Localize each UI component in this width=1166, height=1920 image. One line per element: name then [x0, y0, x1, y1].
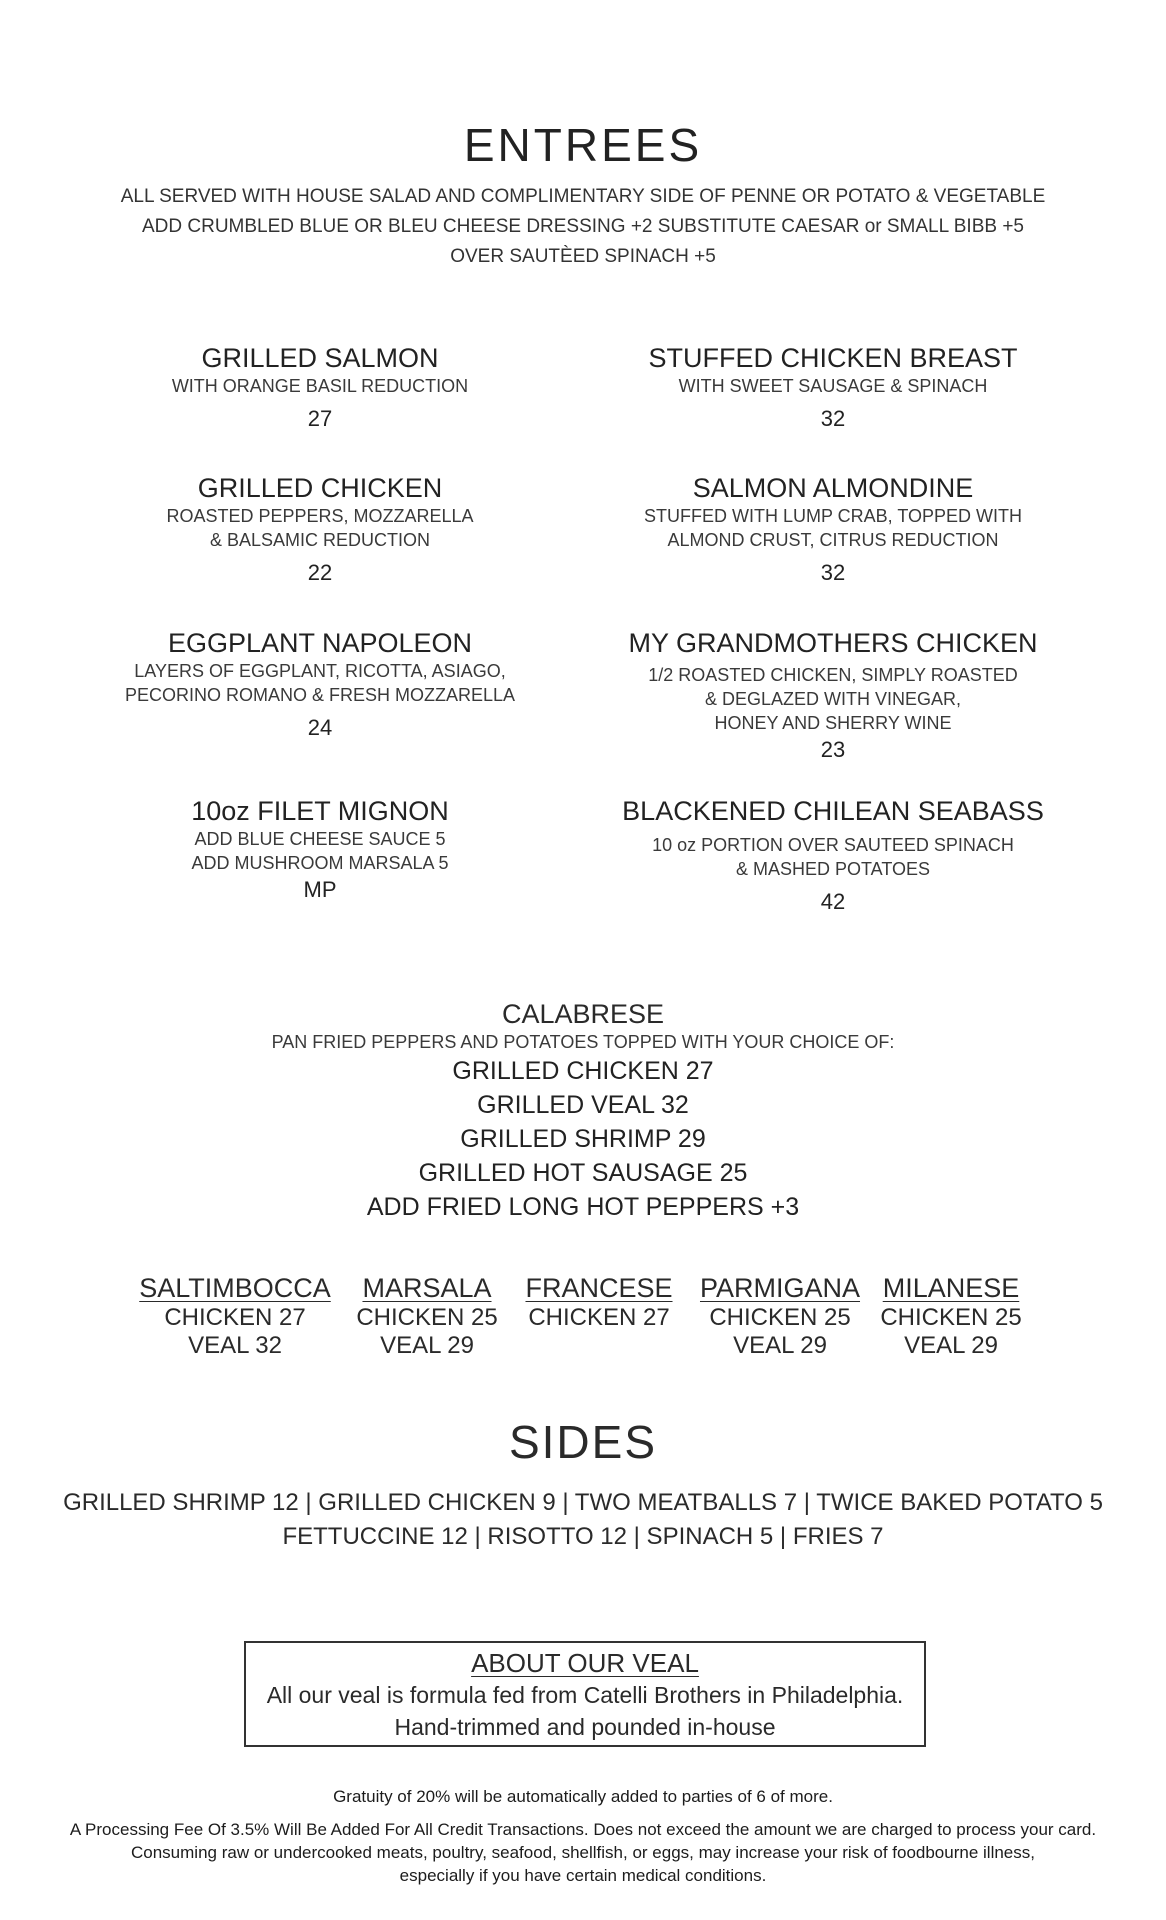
style-parmigana — [696, 1272, 864, 1360]
entree-desc: WITH SWEET SAUSAGE & SPINACH — [678, 376, 988, 396]
entree-name: MY GRANDMOTHERS CHICKEN — [628, 628, 1038, 658]
style-price-line: VEAL 29 — [904, 1332, 998, 1359]
entree-desc: PECORINO ROMANO & FRESH MOZZARELLA — [124, 685, 516, 705]
entree-desc: ADD BLUE CHEESE SAUCE 5 — [194, 829, 446, 849]
entree-price: 23 — [820, 737, 846, 762]
entree-name: BLACKENED CHILEAN SEABASS — [622, 796, 1044, 826]
entree-price: 27 — [307, 406, 333, 431]
calabrese-option: GRILLED HOT SAUSAGE 25 — [418, 1159, 748, 1187]
entree-desc: & BALSAMIC REDUCTION — [209, 530, 431, 550]
entree-item — [573, 472, 1093, 588]
style-price-line: CHICKEN 27 — [164, 1304, 306, 1331]
style-price-line: CHICKEN 27 — [528, 1304, 670, 1331]
footer-note: Consuming raw or undercooked meats, poultry, seafood, shellfish, or eggs, may increase your risk of foodbourne illness, — [131, 1843, 1035, 1862]
calabrese-option: GRILLED VEAL 32 — [477, 1091, 689, 1119]
entree-item — [60, 342, 580, 434]
style-francese — [520, 1272, 678, 1332]
entree-price: 32 — [820, 406, 846, 431]
entree-item — [60, 795, 580, 905]
about-veal-box — [244, 1641, 926, 1747]
entree-desc: ALMOND CRUST, CITRUS REDUCTION — [667, 530, 999, 550]
style-head: SALTIMBOCCA — [139, 1273, 331, 1303]
entree-name: EGGPLANT NAPOLEON — [167, 628, 473, 658]
entree-name: 10oz FILET MIGNON — [191, 796, 449, 826]
about-veal-text: All our veal is formula fed from Catelli Brothers in Philadelphia. — [266, 1682, 904, 1708]
calabrese-title: CALABRESE — [501, 999, 665, 1029]
entree-desc: 10 oz PORTION OVER SAUTEED SPINACH — [652, 835, 1014, 855]
entree-item — [573, 795, 1093, 917]
style-price-line: VEAL 29 — [733, 1332, 827, 1359]
about-veal-text: Hand-trimmed and pounded in-house — [394, 1714, 776, 1740]
gratuity-note: Gratuity of 20% will be automatically added to parties of 6 of more. — [333, 1787, 833, 1806]
entree-desc: 1/2 ROASTED CHICKEN, SIMPLY ROASTED — [648, 665, 1018, 685]
footer-note: A Processing Fee Of 3.5% Will Be Added For All Credit Transactions. Does not exceed the amount we are charged to process your card. — [69, 1820, 1097, 1839]
calabrese-option: GRILLED CHICKEN 27 — [452, 1057, 714, 1085]
sides-list — [0, 1486, 1166, 1554]
intro-line: ALL SERVED WITH HOUSE SALAD AND COMPLIMENTARY SIDE OF PENNE OR POTATO & VEGETABLE — [120, 186, 1046, 207]
page-title: ENTREES — [463, 119, 703, 171]
style-price-line: CHICKEN 25 — [356, 1304, 498, 1331]
style-head: FRANCESE — [525, 1273, 673, 1303]
style-head: PARMIGANA — [699, 1273, 861, 1303]
calabrese-section — [0, 998, 1166, 1224]
style-marsala — [348, 1272, 506, 1360]
footer-notes — [0, 1785, 1166, 1887]
about-veal-heading: ABOUT OUR VEAL — [471, 1648, 699, 1678]
style-price-line: CHICKEN 25 — [709, 1304, 851, 1331]
entree-desc: & DEGLAZED WITH VINEGAR, — [704, 689, 962, 709]
entree-item — [573, 627, 1093, 765]
entree-price: 32 — [820, 560, 846, 585]
intro-line: OVER SAUTÈED SPINACH +5 — [450, 246, 716, 267]
calabrese-option: ADD FRIED LONG HOT PEPPERS +3 — [366, 1193, 800, 1221]
calabrese-option: GRILLED SHRIMP 29 — [460, 1125, 706, 1153]
style-price-line: CHICKEN 25 — [880, 1304, 1022, 1331]
entree-name: STUFFED CHICKEN BREAST — [648, 343, 1018, 373]
entree-desc: & MASHED POTATOES — [735, 859, 931, 879]
entree-item — [573, 342, 1093, 434]
entree-desc: LAYERS OF EGGPLANT, RICOTTA, ASIAGO, — [134, 661, 506, 681]
entree-item — [60, 472, 580, 588]
style-head: MARSALA — [362, 1273, 492, 1303]
entree-name: GRILLED SALMON — [201, 343, 439, 373]
entree-price: 42 — [820, 889, 846, 914]
style-milanese — [876, 1272, 1026, 1360]
sides-title: SIDES — [508, 1416, 658, 1468]
entree-price: 22 — [307, 560, 333, 585]
style-price-line: VEAL 29 — [380, 1332, 474, 1359]
style-head: MILANESE — [882, 1273, 1020, 1303]
entree-desc: HONEY AND SHERRY WINE — [714, 713, 952, 733]
calabrese-subtitle: PAN FRIED PEPPERS AND POTATOES TOPPED WITH YOUR CHOICE OF: — [271, 1032, 895, 1052]
sides-line: FETTUCCINE 12 | RISOTTO 12 | SPINACH 5 | FRIES 7 — [282, 1523, 884, 1550]
entrees-intro — [0, 182, 1166, 272]
style-price-line: VEAL 32 — [188, 1332, 282, 1359]
entree-price: 24 — [307, 715, 333, 740]
entree-name: GRILLED CHICKEN — [197, 473, 443, 503]
style-saltimbocca — [135, 1272, 335, 1360]
intro-line: ADD CRUMBLED BLUE OR BLEU CHEESE DRESSING +2 SUBSTITUTE CAESAR or SMALL BIBB +5 — [142, 216, 1024, 237]
entree-desc: ROASTED PEPPERS, MOZZARELLA — [166, 506, 474, 526]
entree-price: MP — [303, 877, 337, 902]
entree-desc: ADD MUSHROOM MARSALA 5 — [191, 853, 449, 873]
footer-note: especially if you have certain medical conditions. — [399, 1866, 767, 1885]
entree-name: SALMON ALMONDINE — [692, 473, 974, 503]
entree-desc: WITH ORANGE BASIL REDUCTION — [171, 376, 469, 396]
entree-desc: STUFFED WITH LUMP CRAB, TOPPED WITH — [643, 506, 1023, 526]
sides-line: GRILLED SHRIMP 12 | GRILLED CHICKEN 9 | TWO MEATBALLS 7 | TWICE BAKED POTATO 5 — [63, 1489, 1103, 1516]
entree-item — [60, 627, 580, 743]
